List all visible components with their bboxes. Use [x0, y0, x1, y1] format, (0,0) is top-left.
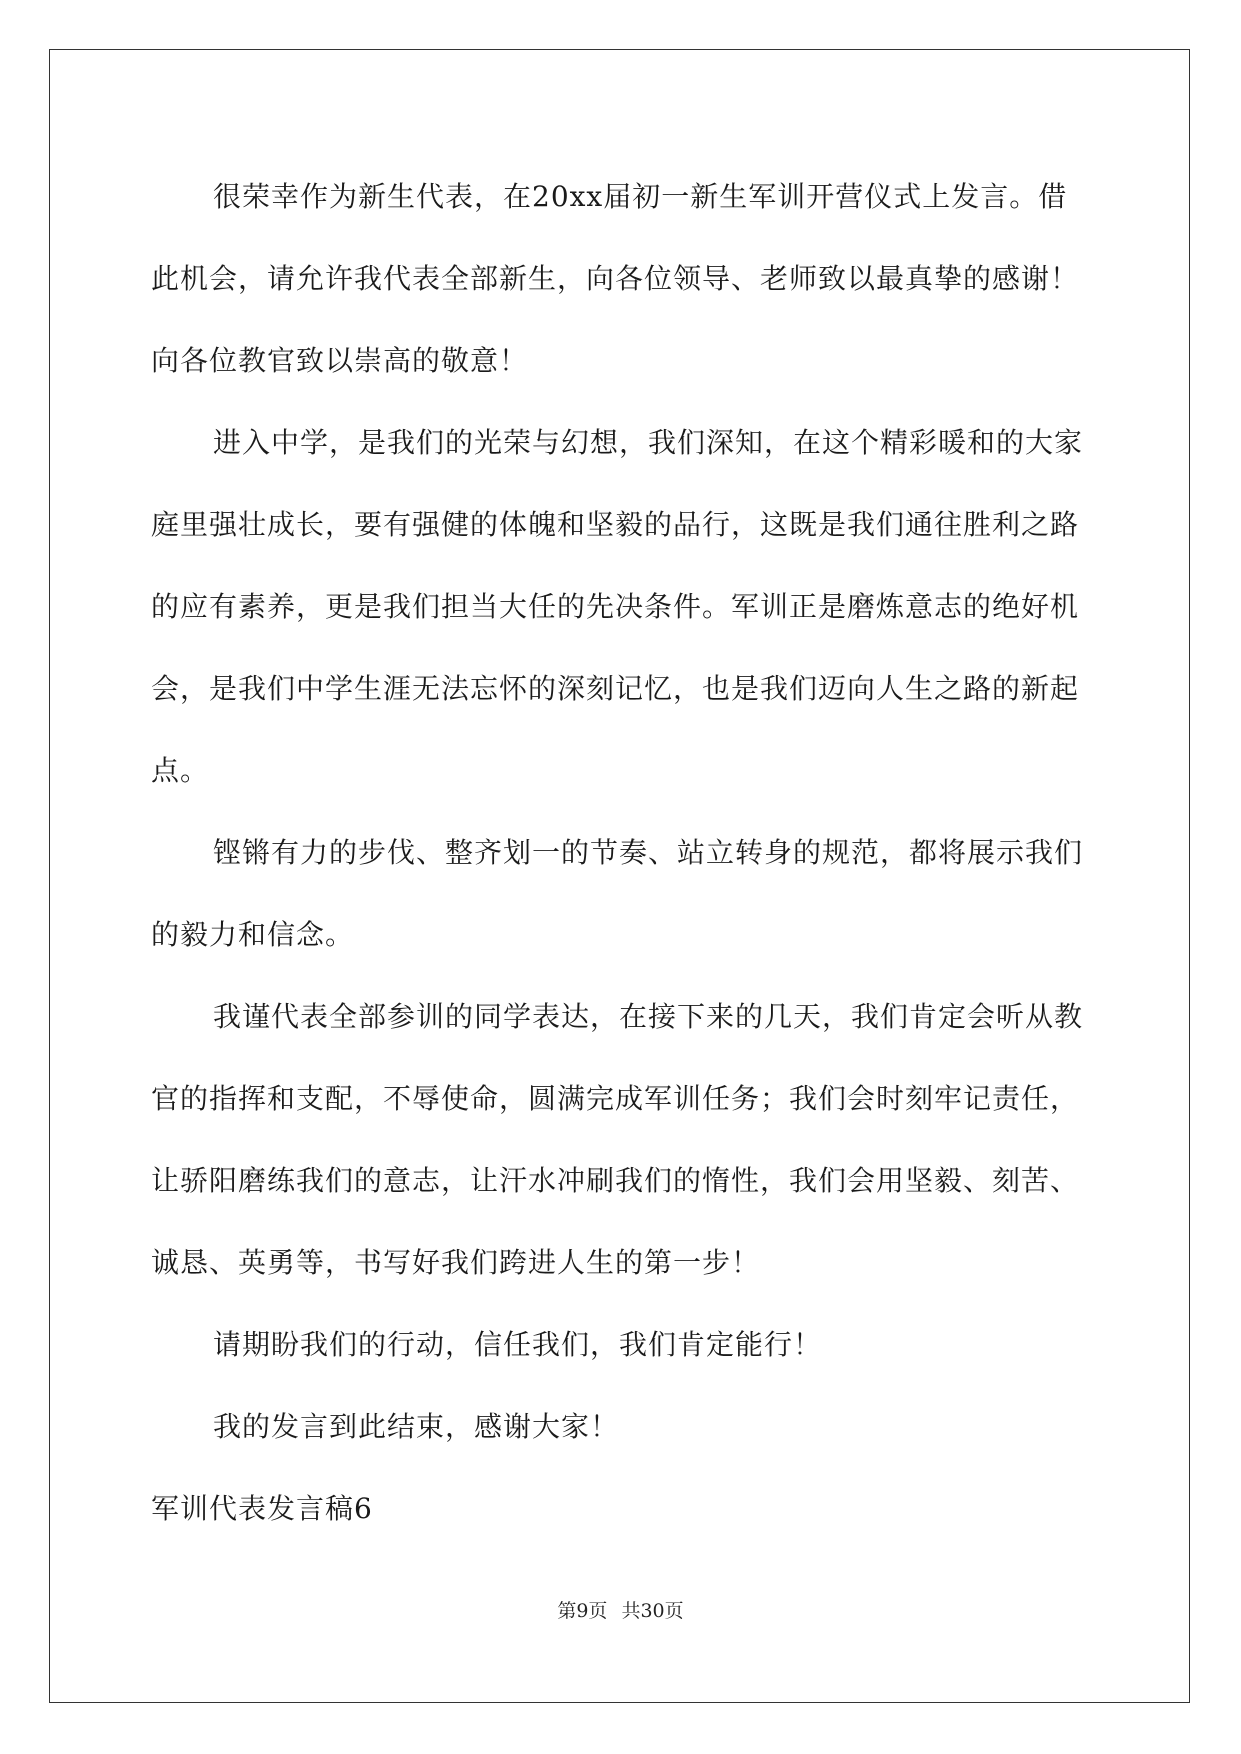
section-title: 军训代表发言稿6	[151, 1492, 373, 1525]
paragraph-3: 铿锵有力的步伐、整齐划一的节奏、站立转身的规范，都将展示我们的毅力和信念。	[151, 836, 1084, 951]
paragraph-2: 进入中学，是我们的光荣与幻想，我们深知，在这个精彩暖和的大家庭里强壮成长，要有强健的体魄和坚毅的品行，这既是我们通往胜利之路的应有素养，更是我们担当大任的先决条件。军训正是磨炼意志的绝好机会，是我们中学生涯无法忘怀的深刻记忆，也是我们迈向人生之路的新起点。	[151, 426, 1084, 787]
page-footer	[0, 1596, 1241, 1623]
paragraph-4: 我谨代表全部参训的同学表达，在接下来的几天，我们肯定会听从教官的指挥和支配，不辱使命，圆满完成军训任务；我们会时刻牢记责任，让骄阳磨练我们的意志，让汗水冲刷我们的惰性，我们会用坚毅、刻苦、诚恳、英勇等，书写好我们跨进人生的第一步！	[151, 1000, 1084, 1279]
page-number: 第9页	[557, 1600, 608, 1622]
page-total: 共30页	[621, 1600, 684, 1622]
paragraph-5: 请期盼我们的行动，信任我们，我们肯定能行！	[213, 1328, 823, 1361]
document-body	[151, 156, 1091, 1550]
paragraph-6: 我的发言到此结束，感谢大家！	[213, 1410, 620, 1443]
paragraph-1: 很荣幸作为新生代表，在20xx届初一新生军训开营仪式上发言。借此机会，请允许我代表全部新生，向各位领导、老师致以最真挚的感谢！向各位教官致以崇高的敬意！	[151, 180, 1080, 377]
